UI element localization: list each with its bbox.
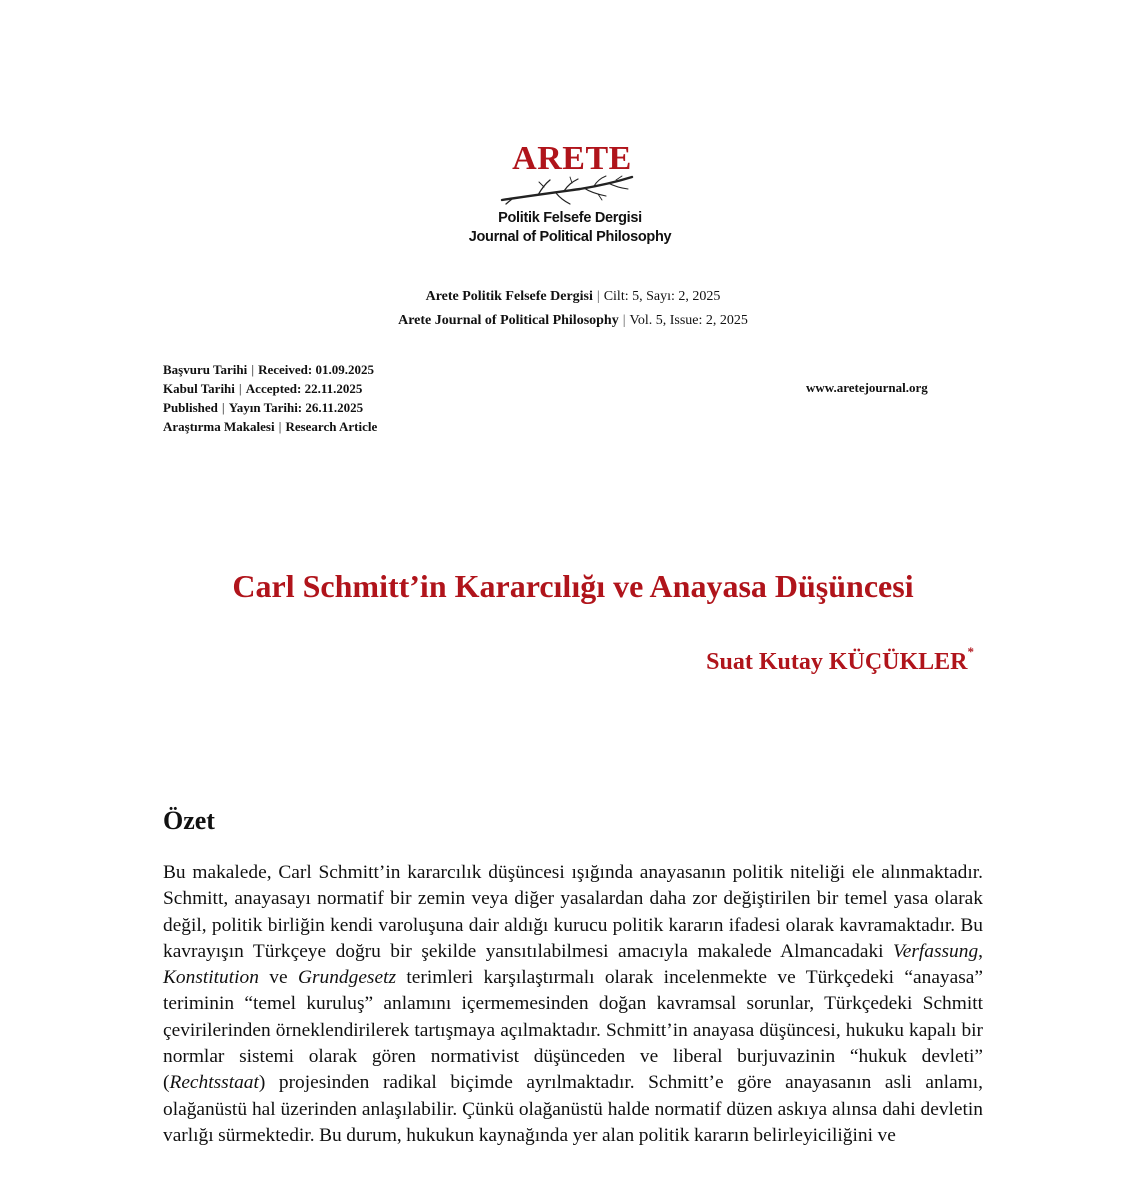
- abstract-text: ve: [258, 967, 298, 989]
- abstract-text: Bu makalede, Carl Schmitt’in kararcılık düşüncesi ışığında anayasanın politik niteliği ele alınmaktadır. Schmitt, anayasayı normatif bir zemin veya diğer yasalardan daha zor değiştirilen bir temel yasa olarak değil, politik birliğin kendi varoluşuna dair aldığı kurucu politik kararın ifadesi olarak kavramaktadır. Bu kavrayışın Türkçeye doğru bir şekilde yansıtılabilmesi amacıyla makalede Almancadaki: [163, 862, 983, 962]
- separator: |: [622, 313, 626, 328]
- accepted-value: Accepted: 22.11.2025: [245, 381, 363, 396]
- abstract-paragraph: [163, 860, 983, 1149]
- article-author: [706, 644, 974, 676]
- abstract-heading: Özet: [163, 806, 215, 835]
- abstract-text: terimleri karşılaştırmalı olarak incelenmekte ve Türkçedeki “anayasa” teriminin “temel kuruluş” anlamını içermemesinden doğan kavramsal sorunlar, Türkçedeki Schmitt çevirilerinden örneklendirilerek tartışmaya açılmaktadır. Schmitt’in anayasa düşüncesi, hukuku kapalı bir normlar sistemi olarak gören normativist düşünceden ve liberal burjuvazinin “hukuk devleti” (: [163, 967, 983, 1094]
- citation-en-details: Vol. 5, Issue: 2, 2025: [629, 313, 748, 328]
- author-footnote-mark[interactable]: *: [967, 644, 974, 659]
- journal-subtitle-tr: Politik Felsefe Dergisi: [498, 210, 642, 226]
- citation-tr-name: Arete Politik Felsefe Dergisi: [425, 289, 593, 304]
- separator: |: [238, 381, 242, 396]
- journal-website-link[interactable]: www.aretejournal.org: [806, 380, 928, 395]
- separator: |: [278, 419, 282, 434]
- abstract-term: Grundgesetz: [297, 967, 397, 989]
- accepted-date: [163, 379, 377, 398]
- abstract-text: ,: [978, 940, 983, 962]
- received-value: Received: 01.09.2025: [258, 362, 374, 377]
- citation-line-en: [0, 313, 1144, 329]
- journal-logo-title: ARETE: [512, 140, 632, 177]
- article-type-tr: Araştırma Makalesi: [163, 419, 275, 434]
- published-value: Yayın Tarihi: 26.11.2025: [228, 400, 364, 415]
- abstract-text: ) projesinden radikal biçimde ayrılmaktadır. Schmitt’e göre anayasanın asli anlamı, olağanüstü hal üzerinden anlaşılabilir. Çünkü olağanüstü halde normatif düzen askıya alınsa dahi devletin varlığı sürmektedir. Bu durum, hukukun kaynağında yer alan politik kararın belirleyiciliğini ve: [163, 1072, 983, 1146]
- abstract-body: [163, 860, 983, 1149]
- citation-en-name: Arete Journal of Political Philosophy: [398, 313, 619, 328]
- published-label-en: Published: [163, 400, 218, 415]
- author-name: Suat Kutay KÜÇÜKLER: [706, 649, 968, 675]
- accepted-label-tr: Kabul Tarihi: [163, 381, 235, 396]
- abstract-term: Rechtsstaat: [169, 1072, 259, 1094]
- separator: |: [251, 362, 255, 377]
- article-type-en: Research Article: [285, 419, 378, 434]
- separator: |: [221, 400, 225, 415]
- abstract-term: Konstitution: [163, 967, 259, 989]
- article-title: Carl Schmitt’in Kararcılığı ve Anayasa Düşüncesi: [232, 568, 914, 604]
- abstract-term: Verfassung: [893, 940, 979, 962]
- received-date: [163, 360, 377, 379]
- published-date: [163, 398, 377, 417]
- branch-logo-icon: [498, 174, 638, 208]
- separator: |: [596, 289, 600, 304]
- article-dates: [163, 360, 377, 436]
- citation-tr-details: Cilt: 5, Sayı: 2, 2025: [603, 289, 721, 304]
- citation-line-tr: [0, 289, 1144, 305]
- article-type: [163, 417, 377, 436]
- journal-subtitle-en: Journal of Political Philosophy: [468, 229, 672, 245]
- received-label-tr: Başvuru Tarihi: [163, 362, 248, 377]
